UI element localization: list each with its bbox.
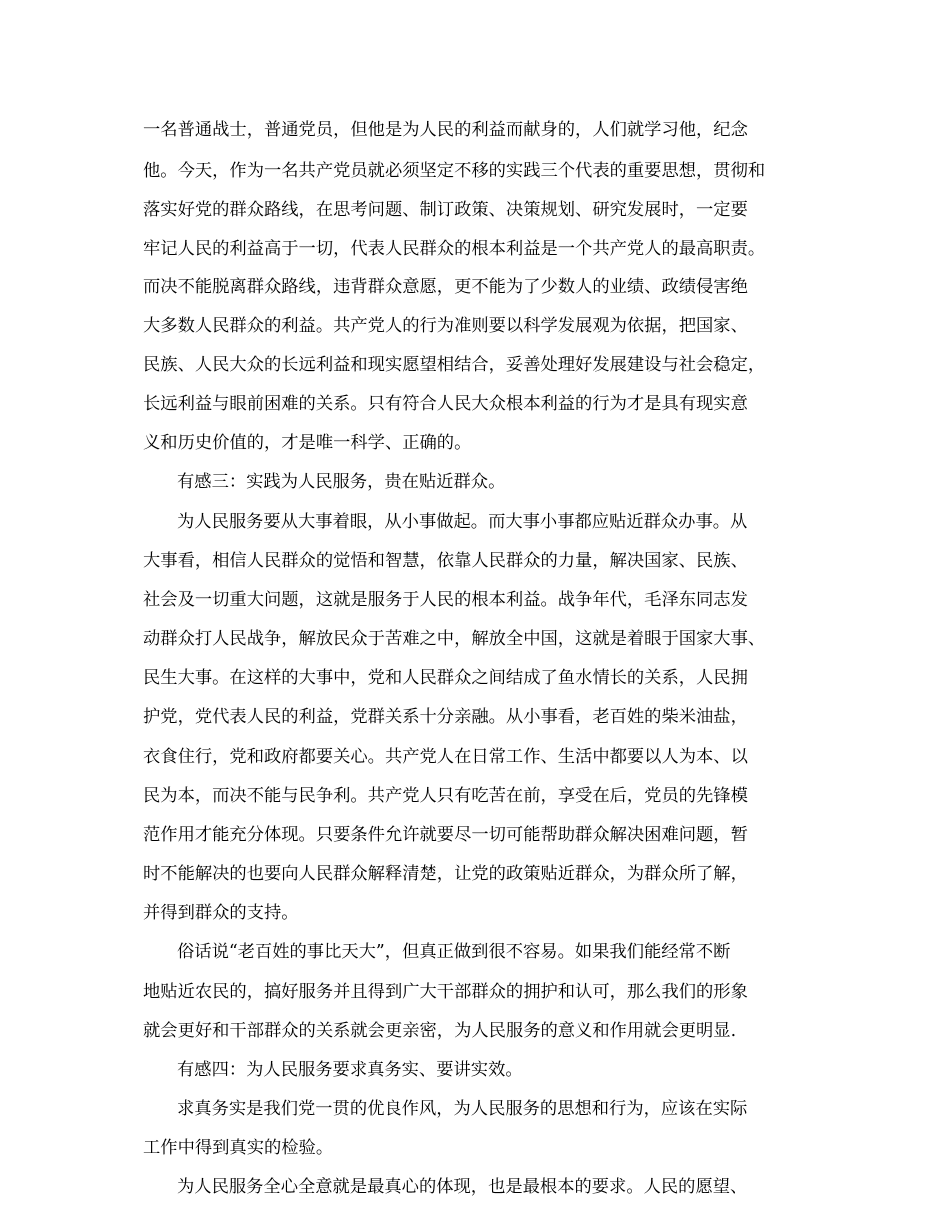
text-line: 大多数人民群众的利益。共产党人的行为准则要以科学发展观为依据，把国家、 [143,316,748,336]
text-line: 俗话说“老百姓的事比天大”，但真正做到很不容易。如果我们能经常不断 [177,942,731,962]
text-line: 一名普通战士，普通党员，但他是为人民的利益而献身的，人们就学习他，纪念 [143,120,748,140]
text-line: 地贴近农民的，搞好服务并且得到广大干部群众的拥护和认可，那么我们的形象 [143,982,748,1002]
text-line: 而决不能脱离群众路线，违背群众意愿，更不能为了少数人的业绩、政绩侵害绝 [143,277,748,297]
text-line: 护党，党代表人民的利益，党群关系十分亲融。从小事看，老百姓的柴米油盐， [143,707,748,727]
text-line: 衣食住行，党和政府都要关心。共产党人在日常工作、生活中都要以人为本、以 [143,747,748,767]
text-line: 落实好党的群众路线，在思考问题、制订政策、决策规划、研究发展时，一定要 [143,200,748,220]
text-line: 民族、人民大众的长远利益和现实愿望相结合，妥善处理好发展建设与社会稳定， [143,355,766,375]
text-line: 长远利益与眼前困难的关系。只有符合人民大众根本利益的行为才是具有现实意 [143,394,748,414]
section-heading: 有感四：为人民服务要求真务实、要讲实效。 [177,1060,523,1080]
text-line: 工作中得到真实的检验。 [143,1138,334,1158]
text-line: 求真务实是我们党一贯的优良作风，为人民服务的思想和行为，应该在实际 [177,1099,748,1119]
text-line: 时不能解决的也要向人民群众解释清楚，让党的政策贴近群众，为群众所了解， [143,864,748,884]
text-line: 范作用才能充分体现。只要条件允许就要尽一切可能帮助群众解决困难问题，暂 [143,825,748,845]
text-line: 社会及一切重大问题，这就是服务于人民的根本利益。战争年代，毛泽东同志发 [143,590,748,610]
text-line: 牢记人民的利益高于一切，代表人民群众的根本利益是一个共产党人的最高职责。 [143,239,766,259]
text-line: 就会更好和干部群众的关系就会更亲密，为人民服务的意义和作用就会更明显. [143,1021,737,1041]
text-line: 义和历史价值的，才是唯一科学、正确的。 [143,433,472,453]
text-line: 大事看，相信人民群众的觉悟和智慧，依靠人民群众的力量，解决国家、民族、 [143,551,748,571]
section-heading: 有感三：实践为人民服务，贵在贴近群众。 [177,472,506,492]
text-line: 他。今天，作为一名共产党员就必须坚定不移的实践三个代表的重要思想，贯彻和 [143,161,766,181]
text-line: 为人民服务全心全意就是最真心的体现，也是最根本的要求。人民的愿望、 [177,1177,748,1197]
text-line: 民生大事。在这样的大事中，党和人民群众之间结成了鱼水情长的关系，人民拥 [143,668,748,688]
text-line: 并得到群众的支持。 [143,903,299,923]
text-line: 动群众打人民战争，解放民众于苦难之中，解放全中国，这就是着眼于国家大事、 [143,629,766,649]
text-line: 为人民服务要从大事着眼，从小事做起。而大事小事都应贴近群众办事。从 [177,512,748,532]
text-line: 民为本，而决不能与民争利。共产党人只有吃苦在前，享受在后，党员的先锋模 [143,786,748,806]
